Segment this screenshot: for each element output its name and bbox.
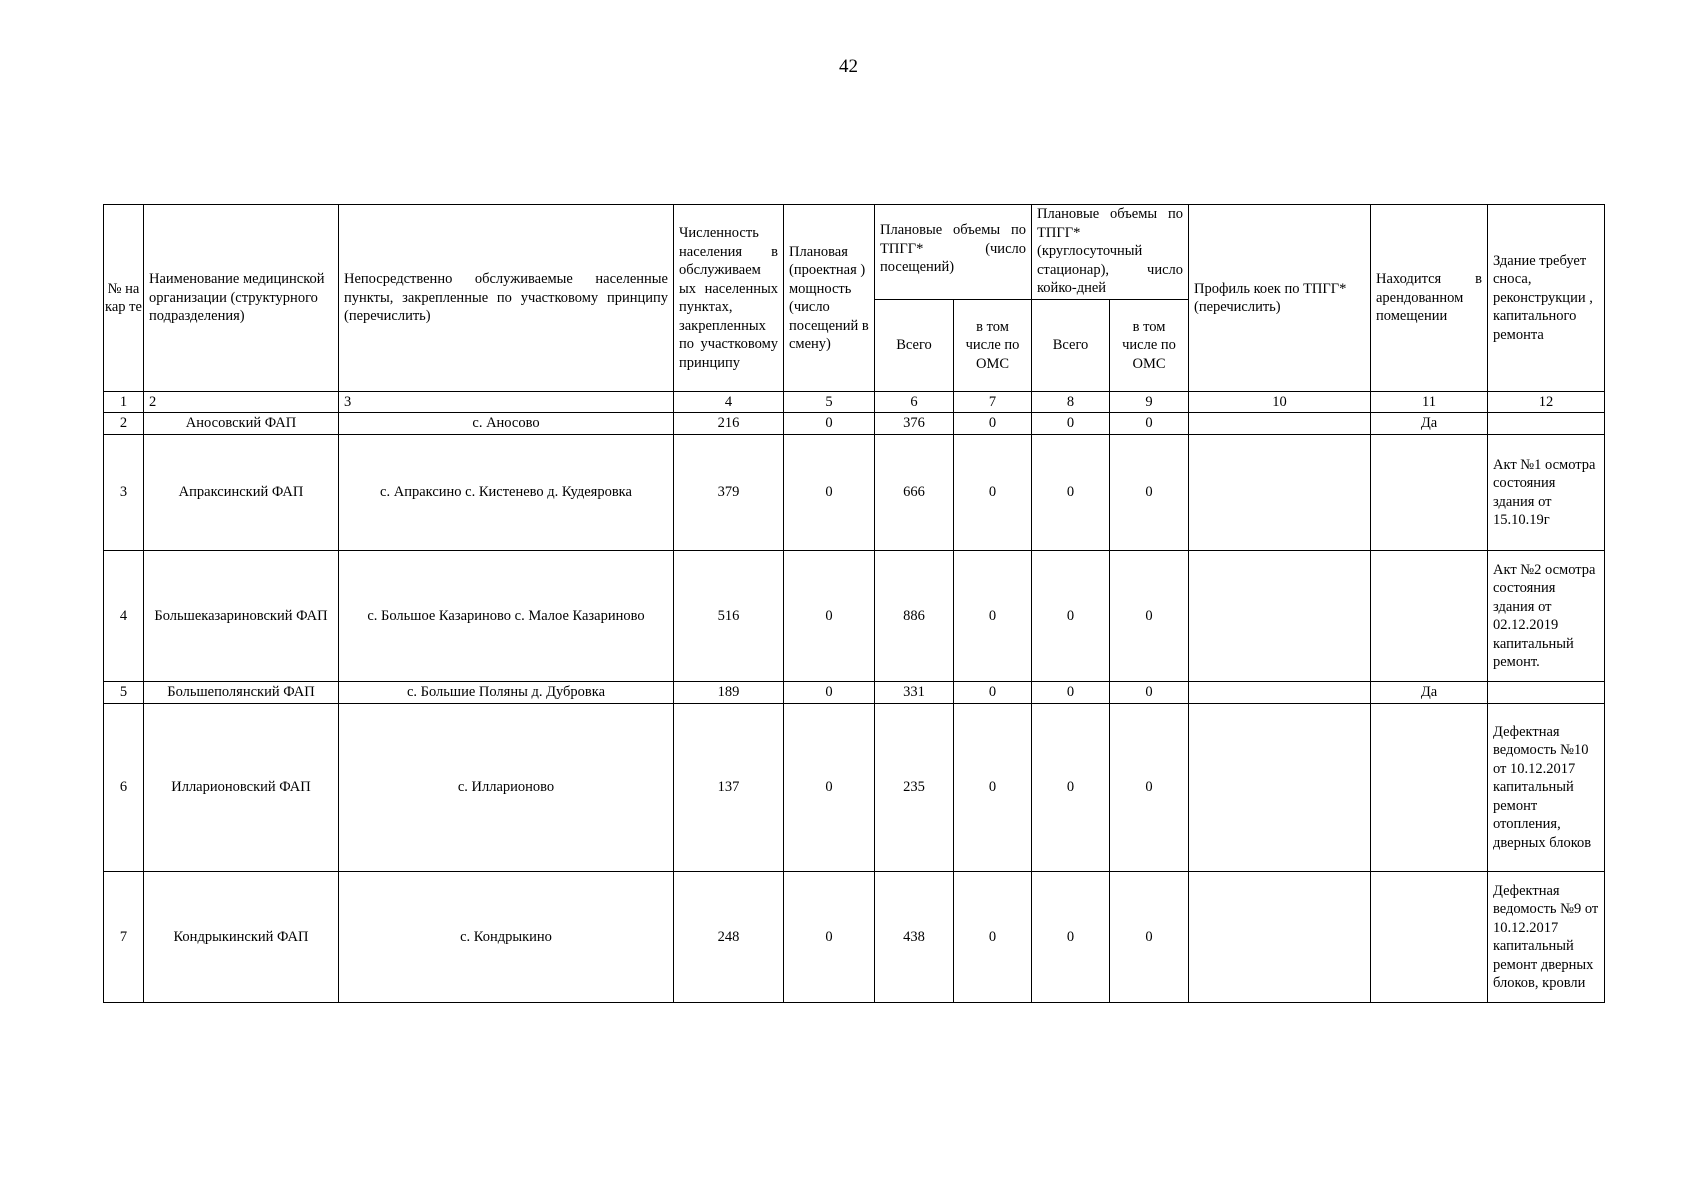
column-number: 3	[339, 392, 674, 413]
header-organization: Наименование медицинской организации (структурного подразделения)	[144, 205, 339, 392]
population: 379	[674, 435, 784, 551]
header-planned-beds: Плановые объемы по ТПГГ* (круглосуточный стационар), число койко-дней	[1032, 205, 1189, 300]
capacity: 0	[784, 551, 875, 682]
visits-total: 666	[875, 435, 954, 551]
renovation-note: Дефектная ведомость №10 от 10.12.2017 капитальный ремонт отопления, дверных блоков	[1488, 704, 1605, 872]
table-row	[104, 704, 1605, 872]
column-number: 8	[1032, 392, 1110, 413]
column-number: 12	[1488, 392, 1605, 413]
renovation-note: Дефектная ведомость №9 от 10.12.2017 капитальный ремонт дверных блоков, кровли	[1488, 872, 1605, 1003]
bed-profile	[1189, 551, 1371, 682]
header-rented: Находится в арендованном помещении	[1371, 205, 1488, 392]
page-number: 42	[839, 56, 858, 77]
beds-oms: 0	[1110, 435, 1189, 551]
beds-total: 0	[1032, 413, 1110, 435]
capacity: 0	[784, 413, 875, 435]
organization-name: Большеказариновский ФАП	[144, 551, 339, 682]
visits-oms: 0	[954, 435, 1032, 551]
visits-oms: 0	[954, 704, 1032, 872]
organization-name: Большеполянский ФАП	[144, 682, 339, 704]
header-visits-oms: в том числе по ОМС	[954, 300, 1032, 392]
population: 137	[674, 704, 784, 872]
beds-oms: 0	[1110, 872, 1189, 1003]
table-row	[104, 413, 1605, 435]
row-number: 4	[104, 551, 144, 682]
column-number: 9	[1110, 392, 1189, 413]
bed-profile	[1189, 435, 1371, 551]
organization-name: Илларионовский ФАП	[144, 704, 339, 872]
rented: Да	[1371, 413, 1488, 435]
bed-profile	[1189, 682, 1371, 704]
organization-name: Апраксинский ФАП	[144, 435, 339, 551]
column-number: 1	[104, 392, 144, 413]
rented	[1371, 872, 1488, 1003]
column-number: 6	[875, 392, 954, 413]
capacity: 0	[784, 682, 875, 704]
renovation-note	[1488, 413, 1605, 435]
column-number: 10	[1189, 392, 1371, 413]
rented	[1371, 704, 1488, 872]
capacity: 0	[784, 435, 875, 551]
column-number: 11	[1371, 392, 1488, 413]
settlements: с. Апраксино с. Кистенево д. Кудеяровка	[339, 435, 674, 551]
row-number: 6	[104, 704, 144, 872]
bed-profile	[1189, 872, 1371, 1003]
beds-total: 0	[1032, 872, 1110, 1003]
capacity: 0	[784, 704, 875, 872]
visits-oms: 0	[954, 551, 1032, 682]
settlements: с. Кондрыкино	[339, 872, 674, 1003]
visits-total: 331	[875, 682, 954, 704]
beds-oms: 0	[1110, 413, 1189, 435]
settlements: с. Большое Казариново с. Малое Казариново	[339, 551, 674, 682]
table-row	[104, 872, 1605, 1003]
table-row	[104, 435, 1605, 551]
visits-oms: 0	[954, 413, 1032, 435]
beds-oms: 0	[1110, 704, 1189, 872]
visits-oms: 0	[954, 872, 1032, 1003]
header-visits-total: Всего	[875, 300, 954, 392]
rented	[1371, 551, 1488, 682]
column-number: 5	[784, 392, 875, 413]
beds-total: 0	[1032, 551, 1110, 682]
visits-oms: 0	[954, 682, 1032, 704]
column-number: 2	[144, 392, 339, 413]
header-bed-profile: Профиль коек по ТПГГ* (перечислить)	[1189, 205, 1371, 392]
header-planned-visits: Плановые объемы по ТПГГ* (число посещений)	[875, 205, 1032, 300]
beds-total: 0	[1032, 682, 1110, 704]
beds-total: 0	[1032, 435, 1110, 551]
header-beds-oms: в том числе по ОМС	[1110, 300, 1189, 392]
settlements: с. Большие Поляны д. Дубровка	[339, 682, 674, 704]
bed-profile	[1189, 704, 1371, 872]
renovation-note: Акт №2 осмотра состояния здания от 02.12.2019 капитальный ремонт.	[1488, 551, 1605, 682]
beds-oms: 0	[1110, 682, 1189, 704]
column-number-row	[104, 392, 1605, 413]
population: 216	[674, 413, 784, 435]
rented: Да	[1371, 682, 1488, 704]
column-number: 7	[954, 392, 1032, 413]
table-row	[104, 551, 1605, 682]
settlements: с. Аносово	[339, 413, 674, 435]
population: 248	[674, 872, 784, 1003]
rented	[1371, 435, 1488, 551]
beds-total: 0	[1032, 704, 1110, 872]
row-number: 3	[104, 435, 144, 551]
row-number: 5	[104, 682, 144, 704]
header-settlements: Непосредственно обслуживаемые населенные пункты, закрепленные по участковому принципу (перечислить)	[339, 205, 674, 392]
settlements: с. Илларионово	[339, 704, 674, 872]
row-number: 7	[104, 872, 144, 1003]
row-number: 2	[104, 413, 144, 435]
header-population: Численность населения в обслуживаем ых населенных пунктах, закрепленных по участковому принципу	[674, 205, 784, 392]
header-renovation: Здание требует сноса, реконструкции , капитального ремонта	[1488, 205, 1605, 392]
organization-name: Кондрыкинский ФАП	[144, 872, 339, 1003]
visits-total: 235	[875, 704, 954, 872]
visits-total: 438	[875, 872, 954, 1003]
visits-total: 376	[875, 413, 954, 435]
facilities-table	[103, 204, 1605, 1003]
capacity: 0	[784, 872, 875, 1003]
table-row	[104, 682, 1605, 704]
organization-name: Аносовский ФАП	[144, 413, 339, 435]
renovation-note: Акт №1 осмотра состояния здания от 15.10.19г	[1488, 435, 1605, 551]
header-beds-total: Всего	[1032, 300, 1110, 392]
visits-total: 886	[875, 551, 954, 682]
bed-profile	[1189, 413, 1371, 435]
beds-oms: 0	[1110, 551, 1189, 682]
population: 189	[674, 682, 784, 704]
header-number: № на кар те	[104, 205, 144, 392]
column-number: 4	[674, 392, 784, 413]
header-capacity: Плановая (проектная ) мощность (число посещений в смену)	[784, 205, 875, 392]
renovation-note	[1488, 682, 1605, 704]
population: 516	[674, 551, 784, 682]
